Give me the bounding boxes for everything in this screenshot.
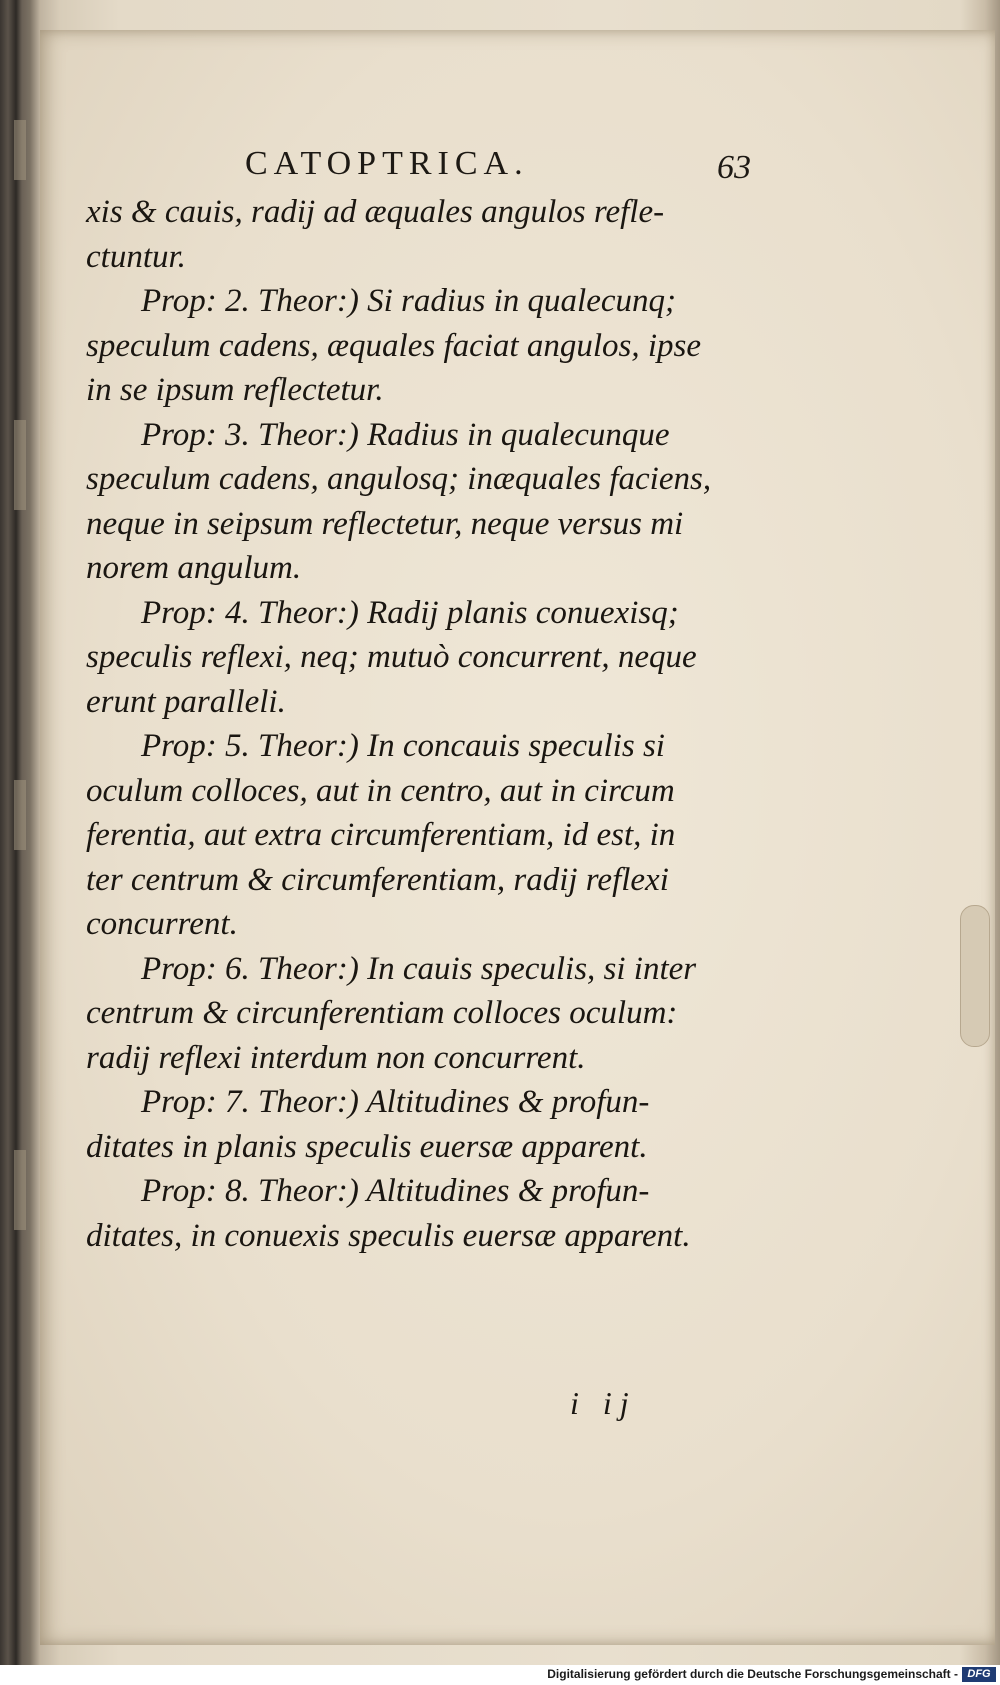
text-line: ditates in planis speculis euersæ apparent.: [86, 1128, 648, 1165]
spine-shadow: [14, 1150, 26, 1230]
text-line: radij reflexi interdum non concurrent.: [86, 1039, 586, 1076]
text-line: concurrent.: [86, 906, 238, 942]
text-line: Prop: 5. Theor:) In concauis speculis si: [141, 728, 665, 764]
text-line: in se ipsum reflectetur.: [86, 372, 384, 408]
spine-shadow: [14, 420, 26, 510]
funding-credit: Digitalisierung gefördert durch die Deutsche Forschungsgemeinschaft -: [547, 1667, 958, 1681]
text-line: ctuntur.: [86, 238, 186, 275]
text-line: oculum colloces, aut in centro, aut in circum: [86, 772, 675, 809]
text-line: norem angulum.: [86, 550, 302, 586]
page-clip: [960, 905, 990, 1047]
text-line: neque in seipsum reflectetur, neque versus mi: [86, 505, 684, 542]
text-line: Prop: 2. Theor:) Si radius in qualecunq;: [141, 283, 676, 319]
body-text: [86, 190, 786, 1258]
signature-mark: i ij: [570, 1385, 637, 1421]
text-line: speculum cadens, angulosq; inæquales faciens,: [86, 461, 712, 497]
text-line: erunt paralleli.: [86, 683, 286, 720]
spine-shadow: [14, 780, 26, 850]
text-line: centrum & circunferentiam colloces oculum:: [86, 995, 678, 1031]
text-line: ferentia, aut extra circumferentiam, id est, in: [86, 817, 676, 853]
text-line: speculum cadens, æquales faciat angulos, ipse: [86, 327, 702, 364]
running-head: CATOPTRICA.: [245, 145, 529, 182]
digitization-footer: [0, 1665, 1000, 1685]
text-line: speculis reflexi, neq; mutuò concurrent, neque: [86, 639, 697, 675]
dfg-logo: DFG: [962, 1667, 996, 1682]
text-line: ter centrum & circumferentiam, radij reflexi: [86, 861, 669, 898]
text-line: Prop: 4. Theor:) Radij planis conuexisq;: [141, 594, 679, 631]
page-number: 63: [717, 149, 751, 186]
text-line: ditates, in conuexis speculis euersæ apparent.: [86, 1217, 691, 1254]
text-line: Prop: 3. Theor:) Radius in qualecunque: [141, 416, 670, 453]
page-header: [0, 145, 1000, 195]
text-line: Prop: 6. Theor:) In cauis speculis, si inter: [141, 950, 697, 987]
text-line: Prop: 7. Theor:) Altitudines & profun-: [141, 1084, 650, 1120]
text-line: xis & cauis, radij ad æquales angulos refle-: [86, 194, 665, 230]
text-line: Prop: 8. Theor:) Altitudines & profun-: [141, 1173, 650, 1209]
